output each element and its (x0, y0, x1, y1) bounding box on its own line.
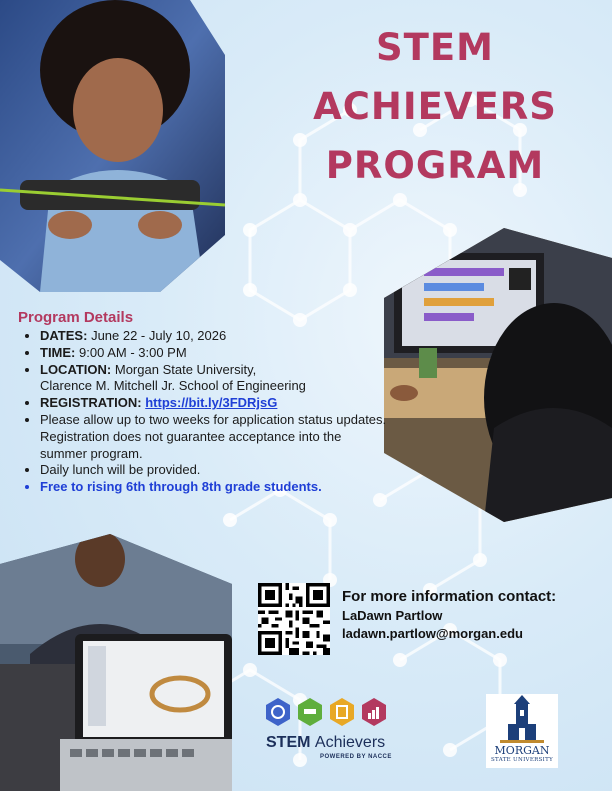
morgan-sub: STATE UNIVERSITY (490, 757, 554, 763)
registration-link[interactable]: https://bit.ly/3FDRjsG (145, 395, 278, 411)
registration-item (40, 395, 388, 412)
morgan-state-logo (486, 694, 558, 768)
note-item: • Please allow up to two weeks for application status updates. Registration does not guarantee acceptance into the summer program. (40, 412, 388, 462)
contact-name: LaDawn Partlow (342, 608, 443, 623)
details-list (18, 328, 388, 496)
photo-girl-coding (384, 228, 612, 522)
stem-brand-b: Achievers (314, 734, 386, 751)
location-item (40, 362, 388, 396)
registration-label: REGISTRATION: (40, 395, 142, 411)
stem-brand-text (266, 734, 385, 752)
program-title (300, 18, 570, 195)
dates-value: June 22 - July 10, 2026 (91, 328, 227, 343)
lunch-item: • Daily lunch will be provided. (40, 462, 388, 479)
morgan-name: MORGAN (494, 744, 550, 757)
contact-email[interactable]: ladawn.partlow@morgan.edu (342, 626, 523, 641)
location-value-2: Clarence M. Mitchell Jr. School of Engineering (40, 378, 306, 394)
location-label: LOCATION: (40, 361, 112, 377)
title-line-1: STEM (376, 26, 494, 69)
qr-code[interactable] (258, 583, 330, 655)
stem-hexagon-icons (262, 694, 402, 734)
title-line-3: PROGRAM (325, 144, 545, 187)
location-value: Morgan State University, (114, 361, 257, 377)
time-label: TIME: (40, 344, 76, 360)
time-value: 9:00 AM - 3:00 PM (79, 344, 187, 360)
contact-info (342, 588, 602, 641)
tower-icon (486, 694, 558, 744)
photo-boy-with-laptop (0, 534, 232, 791)
dates-label: DATES: (40, 328, 88, 343)
title-line-2: ACHIEVERS (313, 85, 557, 128)
photo-girl-with-drone (0, 0, 225, 292)
powered-by: POWERED BY NACCE (320, 754, 392, 760)
eligibility-item: • Free to rising 6th through 8th grade students. (40, 479, 388, 496)
stem-achievers-logo (262, 694, 402, 764)
program-details-heading: Program Details (18, 309, 134, 326)
program-details (18, 309, 388, 496)
contact-heading: For more information contact: (342, 588, 557, 605)
dates-item (40, 328, 388, 345)
stem-brand-a: STEM (266, 734, 311, 751)
time-item (40, 345, 388, 362)
